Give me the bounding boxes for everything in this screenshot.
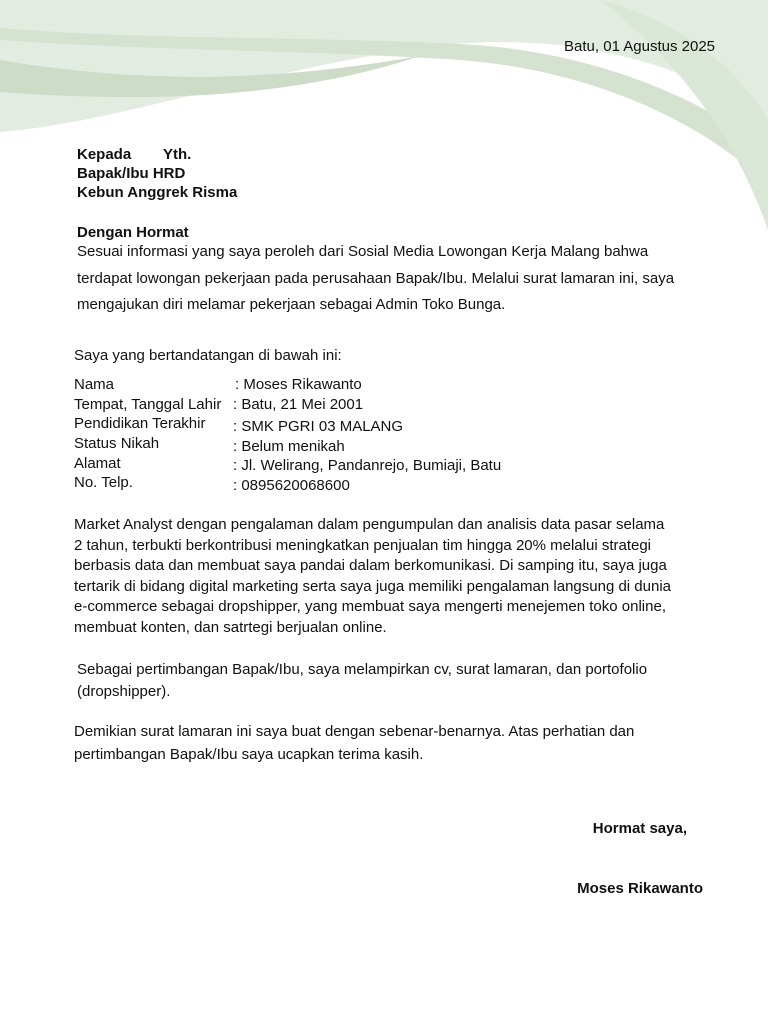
experience-line: Market Analyst dengan pengalaman dalam pengumpulan dan analisis data pasar selama [74,516,665,533]
field-value-name: : Moses Rikawanto [235,376,362,393]
experience-line: tertarik di bidang digital marketing serta saya juga memiliki pengalaman langsung di dunia [74,577,672,595]
undersigned-statement: Saya yang bertandatangan di bawah ini: [74,347,342,364]
experience-line: e-commerce sebagai dropshipper, yang membuat saya mengerti menejemen toko online, [74,598,666,615]
experience-line: berbasis data dan membuat saya pandai dalam berkomunikasi. Di samping itu, saya juga [74,557,667,574]
letter-date: Batu, 01 Agustus 2025 [564,38,715,55]
field-value-phone: : 0895620068600 [233,477,350,494]
attachment-line: Sebagai pertimbangan Bapak/Ibu, saya melampirkan cv, surat lamaran, dan portofolio [77,661,648,678]
closing-paragraph [74,720,724,766]
intro-line: Sesuai informasi yang saya peroleh dari Sosial Media Lowongan Kerja Malang bahwa [77,243,649,260]
field-label-address: Alamat [74,455,121,472]
field-value-address: : Jl. Welirang, Pandanrejo, Bumiaji, Batu [233,457,502,474]
field-label-phone: No. Telp. [74,474,133,491]
experience-line: 2 tahun, terbukti berkontribusi meningkatkan penjualan tim hingga 20% melalui strategi [74,536,652,554]
intro-paragraph [77,239,717,319]
field-label-name: Nama [74,376,115,393]
signature-name: Moses Rikawanto [577,880,703,897]
field-label-education: Pendidikan Terakhir [74,415,206,432]
closing-line: Demikian surat lamaran ini saya buat dengan sebenar-benarnya. Atas perhatian dan [74,723,635,740]
field-label-marital: Status Nikah [74,435,160,452]
attachment-paragraph [77,659,727,703]
field-value-birth: : Batu, 21 Mei 2001 [233,396,364,413]
field-value-education: : SMK PGRI 03 MALANG [233,418,404,435]
recipient-to-label: Kepada [77,146,132,163]
field-label-birth: Tempat, Tanggal Lahir [74,396,222,413]
intro-line: terdapat lowongan pekerjaan pada perusahaan Bapak/Ibu. Melalui surat lamaran ini, saya [77,269,675,287]
experience-paragraph [74,515,724,638]
recipient-honorific: Yth. [163,146,192,163]
field-value-marital: : Belum menikah [233,438,345,455]
recipient-line-2: Kebun Anggrek Risma [77,184,238,201]
recipient-line-1: Bapak/Ibu HRD [77,165,186,182]
intro-line: mengajukan diri melamar pekerjaan sebagai Admin Toko Bunga. [77,296,506,313]
regards: Hormat saya, [592,820,687,837]
salutation: Dengan Hormat [77,224,189,241]
experience-line: membuat konten, dan satrtegi berjualan online. [74,618,387,636]
attachment-line: (dropshipper). [77,683,171,700]
closing-line: pertimbangan Bapak/Ibu saya ucapkan terima kasih. [74,746,424,763]
